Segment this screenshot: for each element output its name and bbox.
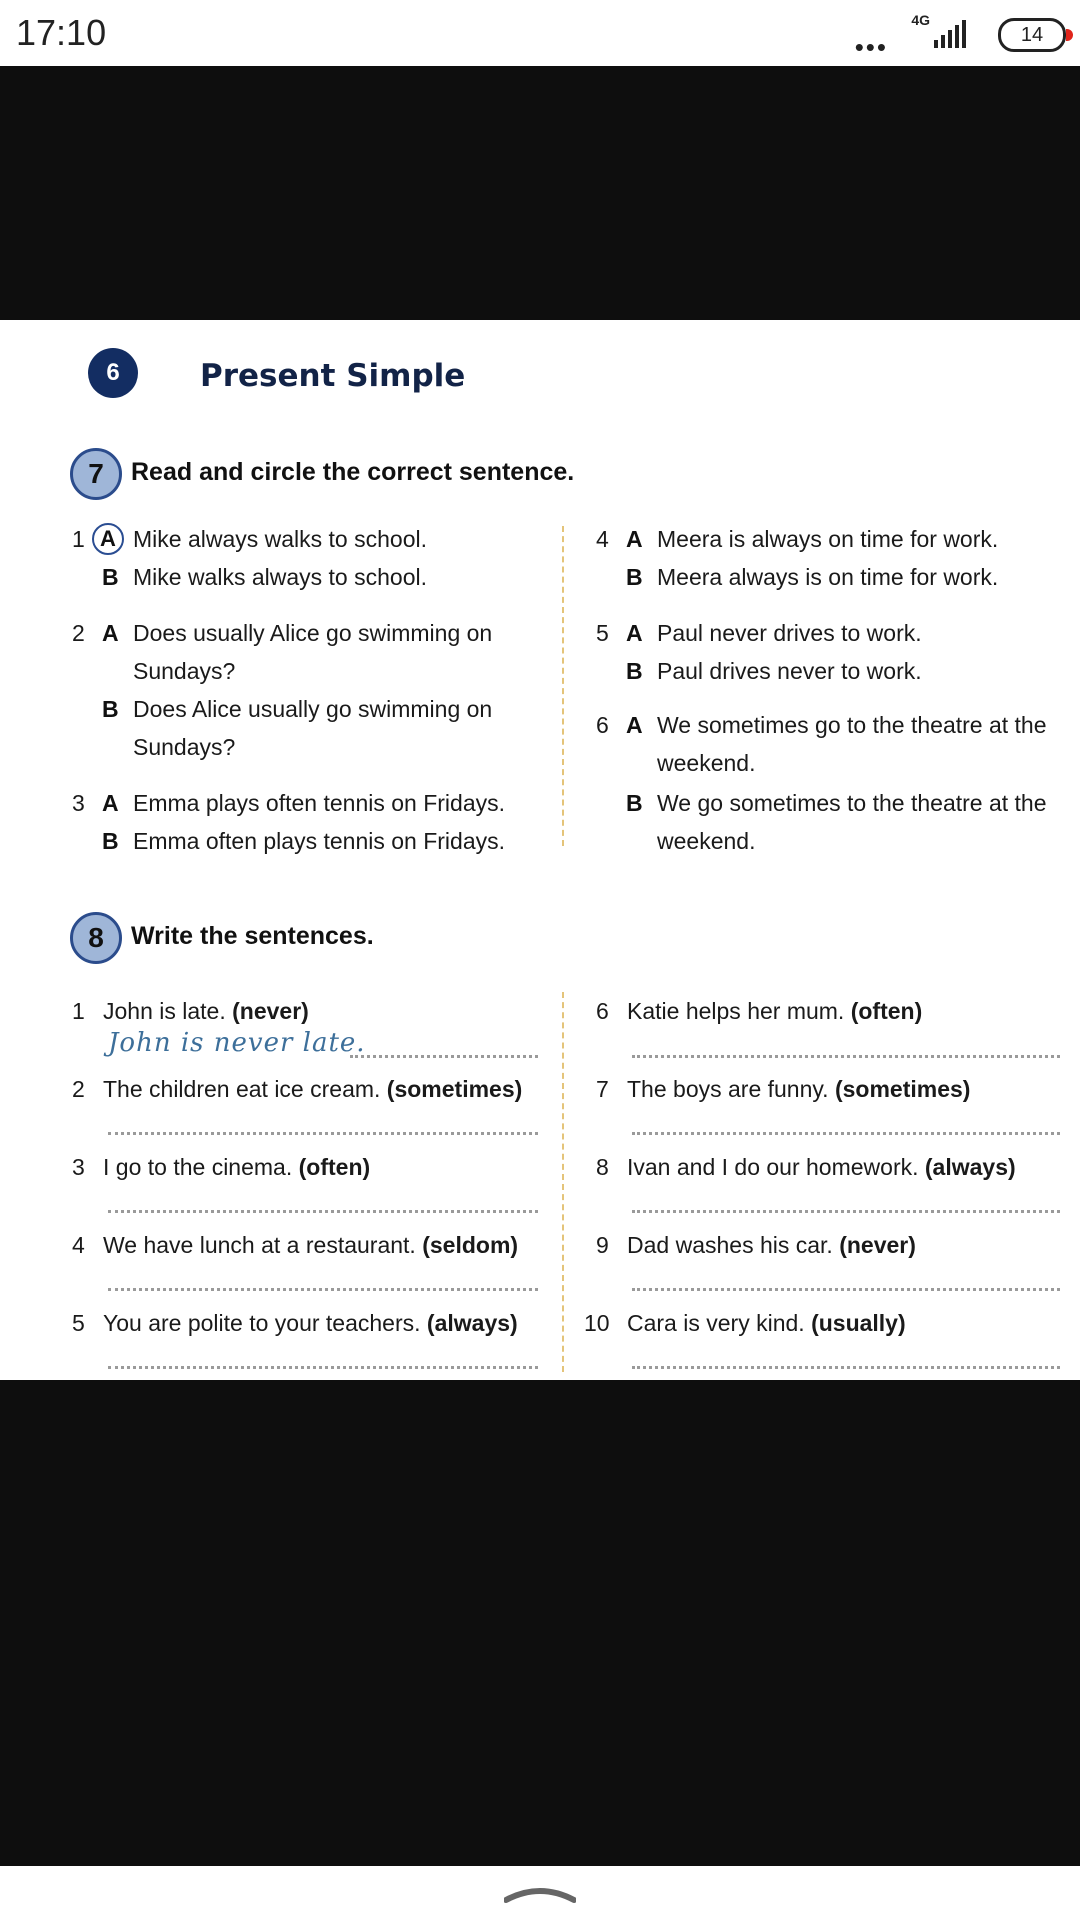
sentence: weekend. <box>657 828 756 854</box>
sentence: Emma often plays tennis on Fridays. <box>133 828 505 854</box>
answer-line[interactable] <box>108 1132 538 1135</box>
item-number: 8 <box>596 1154 609 1180</box>
option-letter: A <box>626 620 643 646</box>
option-letter: B <box>626 790 643 816</box>
item-number: 3 <box>72 790 85 816</box>
sentence: Does usually Alice go swimming on <box>133 620 493 646</box>
option-letter: B <box>626 564 643 590</box>
unit-title: Present Simple <box>200 358 466 394</box>
option-letter: A <box>626 526 643 552</box>
prompt-sentence: The children eat ice cream. (sometimes) <box>103 1076 523 1102</box>
battery-tip <box>1066 29 1073 41</box>
option-letter: B <box>102 696 119 722</box>
circled-answer: A <box>92 523 124 555</box>
item-number: 1 <box>72 998 85 1024</box>
sentence: Paul drives never to work. <box>657 658 922 684</box>
battery-icon <box>998 18 1066 52</box>
item-number: 6 <box>596 998 609 1024</box>
column-divider <box>562 992 564 1372</box>
bottom-navigation-bar <box>0 1866 1080 1920</box>
sentence: Emma plays often tennis on Fridays. <box>133 790 505 816</box>
worksheet-image[interactable] <box>0 320 1080 1380</box>
answer-line[interactable] <box>108 1210 538 1213</box>
chevron-up-icon[interactable] <box>504 1880 576 1904</box>
sentence: Meera is always on time for work. <box>657 526 999 552</box>
exercise-8-badge: 8 <box>70 912 122 964</box>
prompt-sentence: Cara is very kind. (usually) <box>627 1310 906 1336</box>
item-number: 2 <box>72 620 85 646</box>
answer-line[interactable] <box>632 1055 1060 1058</box>
option-letter: A <box>102 790 119 816</box>
signal-icon <box>932 20 966 50</box>
exercise-7-title: Read and circle the correct sentence. <box>131 458 575 486</box>
handwritten-answer: John is never late. <box>108 1028 366 1058</box>
sentence: Sundays? <box>133 734 236 760</box>
prompt-sentence: I go to the cinema. (often) <box>103 1154 371 1180</box>
unit-number-badge: 6 <box>88 348 138 398</box>
sentence: Does Alice usually go swimming on <box>133 696 493 722</box>
answer-line[interactable] <box>632 1210 1060 1213</box>
sentence: We go sometimes to the theatre at the <box>657 790 1047 816</box>
item-number: 7 <box>596 1076 609 1102</box>
option-letter: B <box>102 828 119 854</box>
option-letter: A <box>102 620 119 646</box>
answer-line[interactable] <box>108 1366 538 1369</box>
sentence: Sundays? <box>133 658 236 684</box>
option-letter: B <box>102 564 119 590</box>
exercise-7-badge: 7 <box>70 448 122 500</box>
exercise-8-title: Write the sentences. <box>131 922 374 950</box>
prompt-sentence: Dad washes his car. (never) <box>627 1232 916 1258</box>
sentence: Meera always is on time for work. <box>657 564 999 590</box>
answer-line[interactable] <box>632 1132 1060 1135</box>
prompt-sentence: John is late. (never) <box>103 998 309 1024</box>
sentence: We sometimes go to the theatre at the <box>657 712 1047 738</box>
item-number: 9 <box>596 1232 609 1258</box>
item-number: 1 <box>72 526 85 552</box>
answer-line[interactable] <box>632 1288 1060 1291</box>
status-icons <box>766 12 1066 62</box>
answer-line[interactable] <box>108 1288 538 1291</box>
more-dots-icon: ••• <box>854 32 888 62</box>
item-number: 6 <box>596 712 609 738</box>
network-type-label: 4G <box>911 12 930 28</box>
prompt-sentence: Katie helps her mum. (often) <box>627 998 923 1024</box>
prompt-sentence: You are polite to your teachers. (always) <box>103 1310 518 1336</box>
status-time: 17:10 <box>16 12 107 53</box>
option-letter: A <box>626 712 643 738</box>
column-divider <box>562 526 564 846</box>
item-number: 2 <box>72 1076 85 1102</box>
prompt-sentence: We have lunch at a restaurant. (seldom) <box>103 1232 519 1258</box>
item-number: 3 <box>72 1154 85 1180</box>
prompt-sentence: The boys are funny. (sometimes) <box>627 1076 971 1102</box>
status-bar <box>0 0 1080 66</box>
item-number: 5 <box>72 1310 85 1336</box>
sentence: Paul never drives to work. <box>657 620 922 646</box>
sentence: weekend. <box>657 750 756 776</box>
prompt-sentence: Ivan and I do our homework. (always) <box>627 1154 1016 1180</box>
item-number: 4 <box>72 1232 85 1258</box>
answer-line[interactable] <box>350 1055 538 1058</box>
option-letter: B <box>626 658 643 684</box>
item-number: 4 <box>596 526 609 552</box>
sentence: Mike walks always to school. <box>133 564 427 590</box>
item-number: 10 <box>584 1310 610 1336</box>
battery-level: 14 <box>1020 24 1044 46</box>
sentence: Mike always walks to school. <box>133 526 427 552</box>
answer-line[interactable] <box>632 1366 1060 1369</box>
item-number: 5 <box>596 620 609 646</box>
